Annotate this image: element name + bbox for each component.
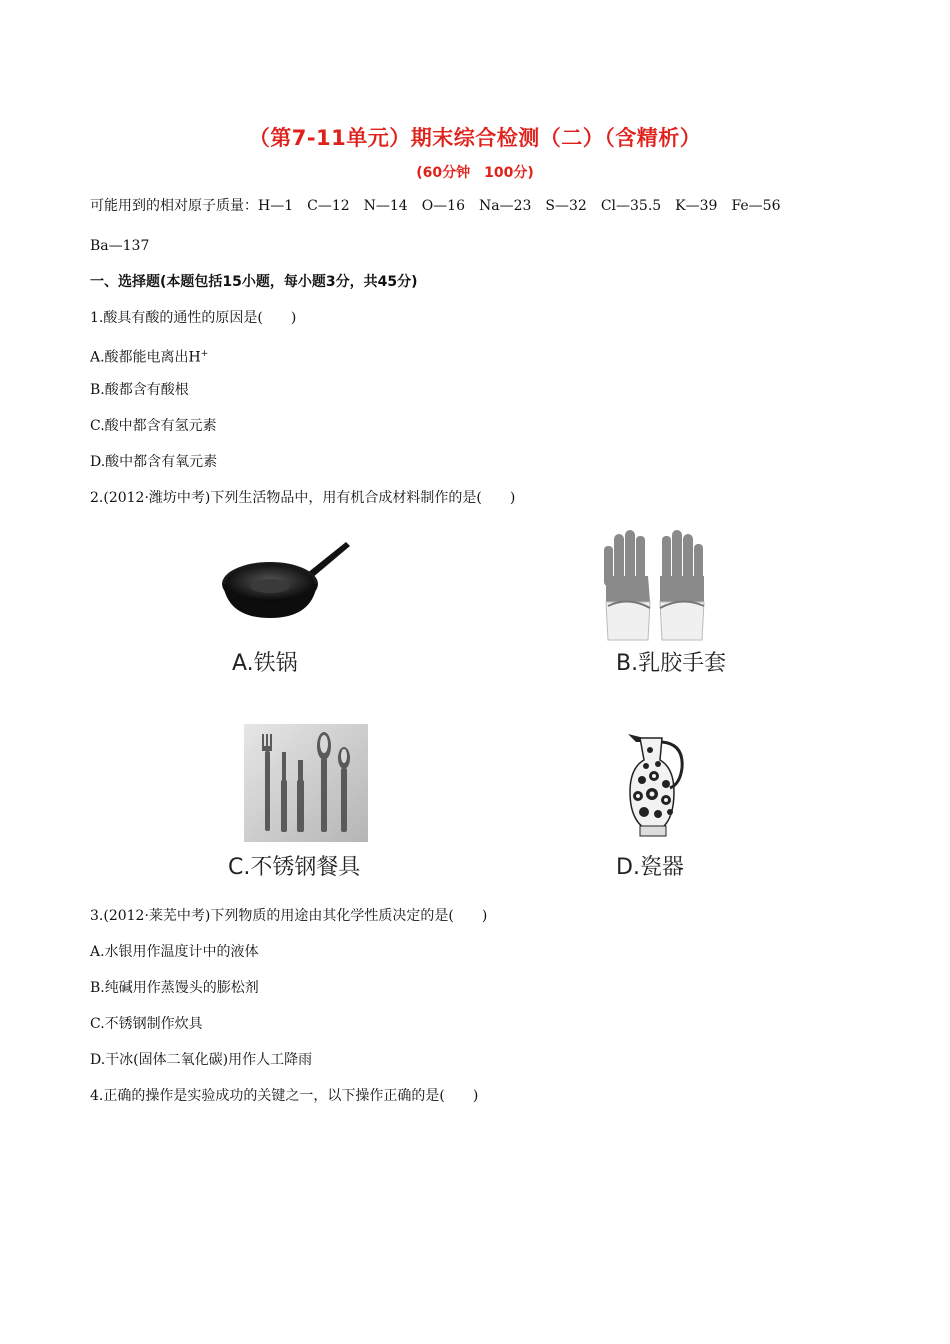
page-title: （第7-11单元）期末综合检测（二）（含精析） [248,126,702,150]
question-1-option-b: B.酸都含有酸根 [90,382,189,398]
cutlery-image [244,724,368,842]
atomic-mass-values: H—1 C—12 N—14 O—16 Na—23 S—32 Cl—35.5 K—39 Fe—56 [258,198,781,214]
question-1-option-a [90,344,208,368]
atomic-mass-label: 可能用到的相对原子质量： [90,198,258,214]
question-1-option-c: C.酸中都含有氢元素 [90,418,217,434]
atomic-mass-line-1 [90,196,781,216]
gloves-image [600,526,716,642]
question-3-stem: 3.(2012·莱芜中考)下列物质的用途由其化学性质决定的是( ) [90,908,488,924]
question-2-stem: 2.(2012·潍坊中考)下列生活物品中，用有机合成材料制作的是( ) [90,490,516,506]
page-subtitle: (60分钟 100分) [416,165,534,181]
question-3-option-a: A.水银用作温度计中的液体 [90,944,259,960]
question-1-stem: 1.酸具有酸的通性的原因是( ) [90,310,297,326]
question-4-stem: 4.正确的操作是实验成功的关键之一，以下操作正确的是( ) [90,1088,479,1104]
section-heading: 一、选择题(本题包括15小题，每小题3分，共45分) [90,274,418,290]
question-3-option-d: D.干冰(固体二氧化碳)用作人工降雨 [90,1052,313,1068]
porcelain-jug-image [622,730,686,838]
option-a-caption: A.铁锅 [232,651,298,676]
option-b-caption: B.乳胶手套 [616,651,727,676]
option-c-caption: C.不锈钢餐具 [228,855,361,880]
question-3-option-b: B.纯碱用作蒸馒头的膨松剂 [90,980,259,996]
superscript-plus: + [200,349,209,359]
wok-image [218,538,352,622]
option-a-text: A.酸都能电离出H [90,349,201,366]
atomic-mass-line-2: Ba—137 [90,238,150,254]
option-d-caption: D.瓷器 [616,855,684,880]
question-3-option-c: C.不锈钢制作炊具 [90,1016,203,1032]
question-1-option-d: D.酸中都含有氧元素 [90,454,218,470]
